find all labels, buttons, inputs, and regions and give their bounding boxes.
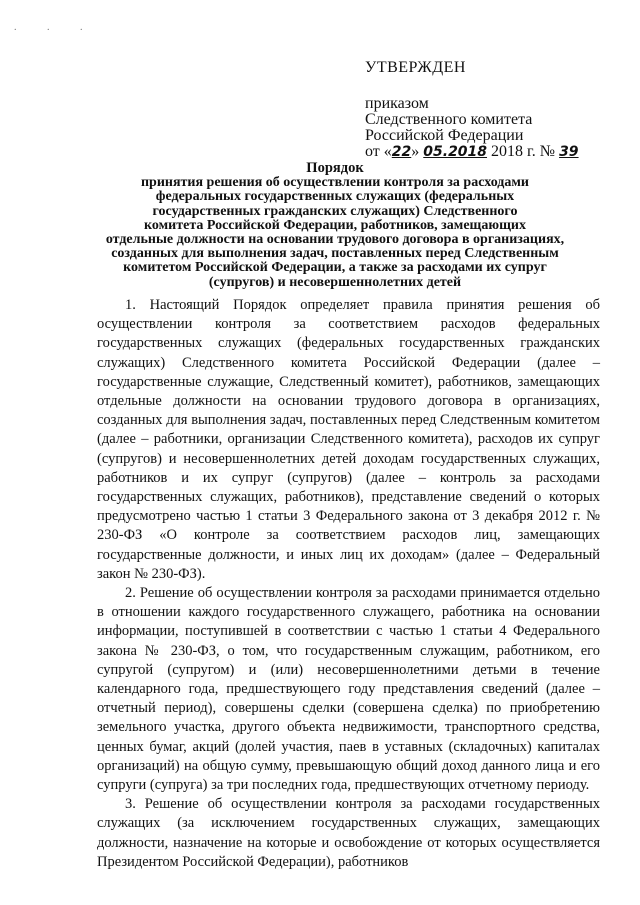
title-line: (супругов) и несовершеннолетних детей: [208, 274, 462, 290]
approval-date-line: [365, 144, 605, 160]
order-number-handwritten: 39: [559, 144, 579, 160]
date-year: 2018 г. №: [487, 143, 560, 160]
title-line: Порядок: [306, 160, 364, 176]
paragraph-3: 3. Решение об осуществлении контроля за расходами государственных служащих (за исключением государственных служащих, замещающих должности, назначение на которые и освобождение от которых осуществляется Президентом Российской Федерации), работников: [97, 796, 600, 870]
title-line: комитета Российской Федерации, работников, замещающих: [144, 217, 526, 233]
title-line: комитетом Российской Федерации, а также за расходами их супруг: [123, 260, 547, 276]
approval-line-order: приказом: [365, 95, 429, 112]
date-mid: »: [411, 143, 424, 160]
date-day-handwritten: 22: [391, 144, 412, 160]
title-line: отдельные должности на основании трудового договора в организациях,: [105, 232, 565, 248]
title-line: федеральных государственных служащих (федеральных: [155, 189, 515, 205]
title-line: созданных для выполнения задач, поставленных перед Следственным: [111, 246, 559, 262]
approval-line-federation: Российской Федерации: [365, 127, 524, 144]
document-title: [90, 161, 580, 290]
document-body: [97, 296, 600, 872]
paragraph-2: 2. Решение об осуществлении контроля за расходами принимается отдельно в отношении каждого государственного служащего, работника на основании информации, поступившей в соответствии с частью 1 статьи 4 Федерального закона № 230-ФЗ, о том, что государственным служащим, работником, его супругой (супругом) и (или) несовершеннолетними детьми в течение календарного года, предшествующего году представления сведений (далее – отчетный период), совершены сделки (совершена сделка) по приобретению земельного участка, другого объекта недвижимости, транспортного средства, ценных бумаг, акций (долей участия, паев в уставных (складочных) капиталах организаций) на общую сумму, превышающую общий доход данного лица и его супруги (супруга) за три последних года, предшествующих отчетному периоду.: [97, 585, 600, 794]
approval-line-committee: Следственного комитета: [365, 111, 533, 128]
title-line: принятия решения об осуществлении контроля за расходами: [140, 175, 529, 191]
scan-artifacts: . . .: [14, 22, 97, 33]
date-month-handwritten: 05.2018: [423, 144, 488, 160]
paragraph-1: 1. Настоящий Порядок определяет правила принятия решения об осуществлении контроля за соответствием расходов федеральных государственных служащих (федеральных государственных гражданских служащих) Следственного комитета Российской Федерации (далее – государственные служащие, Следственный комитет), работников, замещающих отдельные должности на основании трудового договора в организациях, созданных для выполнения задач, поставленных перед Следственным комитетом (далее – работники, организации Следственного комитета), расходов их супруг (супругов) и несовершеннолетних детей доходам государственных служащих, работников и их супруг (супругов) (далее – контроль за расходами государственных служащих, работников), представление сведений о которых предусмотрено частью 1 статьи 3 Федерального закона от 3 декабря 2012 г. № 230-ФЗ «О контроле за соответствием расходов лиц, замещающих государственные должности, и иных лиц их доходам» (далее – Федеральный закон № 230-ФЗ).: [97, 297, 600, 582]
approved-heading: УТВЕРЖДЕН: [365, 59, 466, 76]
title-line: государственных гражданских служащих) Следственного: [152, 203, 518, 219]
date-prefix: от «: [365, 143, 392, 160]
approval-block: [365, 60, 605, 160]
